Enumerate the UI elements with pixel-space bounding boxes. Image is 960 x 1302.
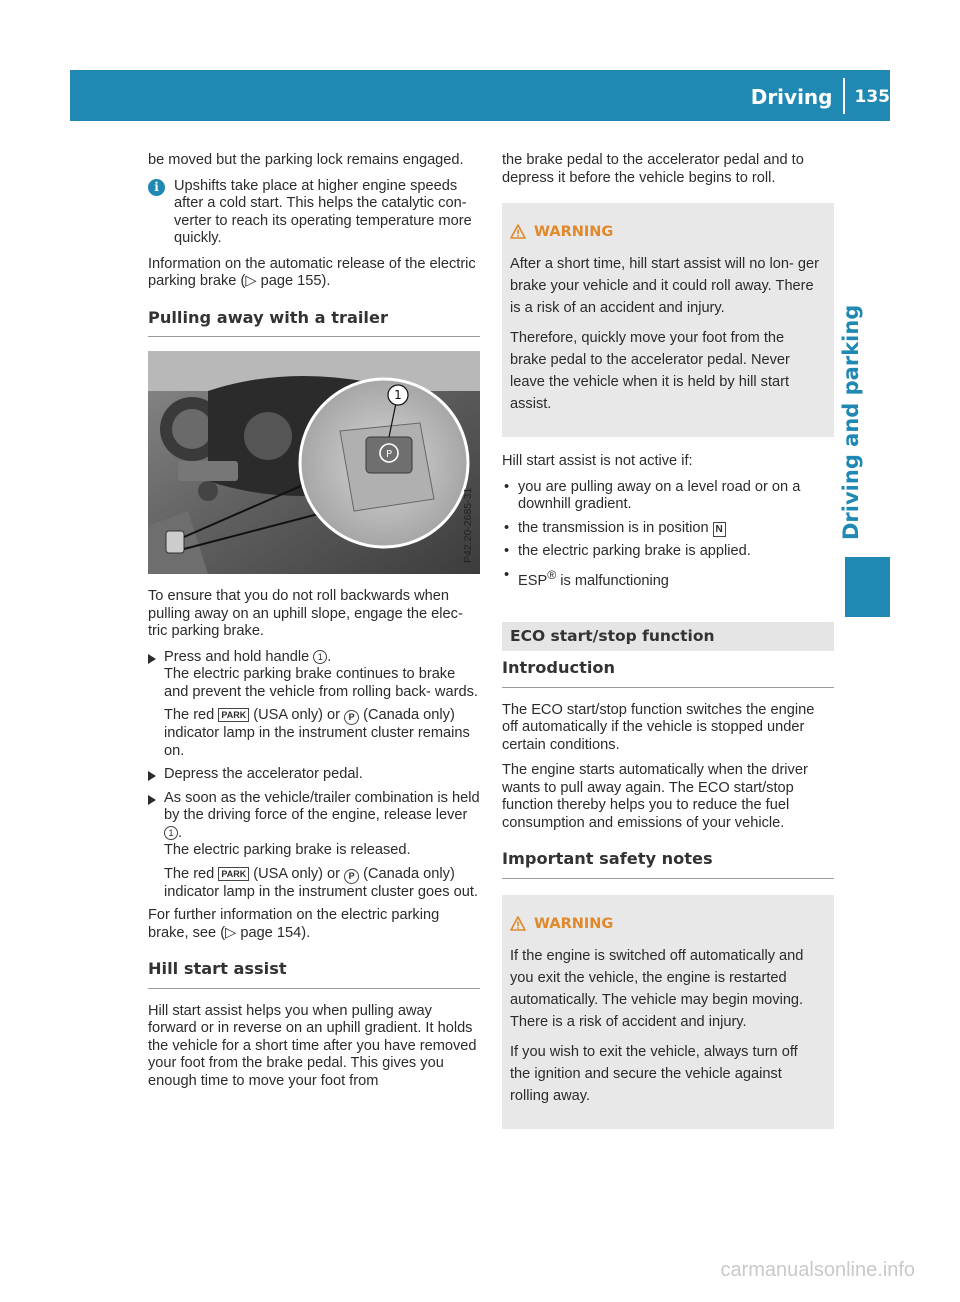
callout-1-icon: 1 (164, 826, 178, 840)
callout-1-icon: 1 (313, 650, 327, 664)
svg-text:P: P (385, 449, 393, 460)
warning-triangle-icon (510, 224, 526, 240)
text: Press and hold handle (164, 648, 314, 665)
warning-text: After a short time, hill start assist will no lon- ger brake your vehicle and it could roll away. There is a risk of an accident and injury. (510, 256, 820, 316)
paragraph: The engine starts automatically when the driver wants to pull away again. The ECO start/stop function thereby helps you to reduce the fuel consumption and emissions of your vehicle. (502, 762, 808, 831)
list-item (502, 567, 834, 590)
warning-text: If the engine is switched off automatically and you exit the vehicle, the engine is restarted automatically. The vehicle may begin moving. There is a risk of accident and injury. (510, 947, 804, 1030)
section-title: Driving (750, 85, 833, 110)
park-lamp-icon: PARK (218, 867, 249, 881)
list-item (502, 543, 834, 561)
step-arrow-icon (148, 771, 156, 781)
text: . (327, 648, 332, 665)
gear-n-icon: N (713, 522, 726, 537)
section-bar-eco: ECO start/stop function (502, 622, 834, 652)
text: you are pulling away on a level road or on a downhill gradient. (518, 478, 801, 512)
text: Depress the accelerator pedal. (164, 766, 363, 782)
warning-box (502, 203, 834, 437)
text: The red (164, 865, 219, 882)
warning-heading (510, 221, 820, 243)
step-arrow-icon (148, 654, 156, 664)
text: ® (547, 567, 557, 582)
info-note (148, 178, 480, 248)
warning-label: WARNING (534, 224, 614, 240)
running-header (751, 86, 890, 110)
text: . (178, 824, 183, 841)
paragraph: The ECO start/stop function switches the engine off automatically if the vehicle is stopped under certain conditions. (502, 701, 815, 753)
warning-triangle-icon (510, 916, 526, 932)
paragraph: Hill start assist is not active if: (502, 453, 693, 469)
paragraph: be moved but the parking lock remains engaged. (148, 152, 464, 168)
text: is malfunctioning (556, 572, 669, 589)
left-column (148, 152, 480, 1098)
parking-brake-lamp-icon: P (344, 710, 359, 725)
figure-label: P42.20-2685-31 (462, 487, 474, 563)
paragraph: For further information on the electric parking brake, see (▷ page 154). (148, 907, 440, 941)
bullet-icon: • (504, 566, 510, 583)
step (148, 649, 480, 702)
warning-label: WARNING (534, 915, 614, 932)
step-arrow-icon (148, 795, 156, 805)
paragraph: the brake pedal to the accelerator pedal and to depress it before the vehicle begins to roll. (502, 152, 804, 186)
text: (Canada only) indicator lamp in the instrument cluster remains on. (164, 707, 470, 759)
figure-callout: 1 (394, 388, 402, 402)
text: the transmission is in position (518, 519, 713, 536)
info-text: Upshifts take place at higher engine speeds after a cold start. This helps the catalytic con- verter to reach its operating temperature more quickly. (174, 177, 472, 246)
text: The electric parking brake is released. (164, 842, 411, 858)
text: (USA only) or (249, 707, 345, 723)
indicator-note (148, 707, 480, 760)
warning-text: If you wish to exit the vehicle, always turn off the ignition and secure the vehicle against rolling away. (510, 1043, 798, 1104)
list-item (502, 520, 834, 538)
warning-box (502, 895, 834, 1129)
parking-brake-figure (148, 351, 480, 574)
bullet-icon: • (504, 519, 510, 536)
indicator-note (148, 866, 480, 902)
text: the electric parking brake is applied. (518, 543, 751, 559)
text: Information on the automatic release of the electric parking brake (▷ page 155). (148, 255, 476, 289)
right-column (502, 152, 834, 1145)
text: ESP (518, 572, 548, 589)
step (148, 766, 480, 784)
info-icon: i (148, 179, 165, 196)
warning-text: Therefore, quickly move your foot from the brake pedal to the accelerator pedal. Never leave the vehicle when it is held by hill start assist. (510, 330, 790, 412)
heading-introduction: Introduction (502, 659, 834, 688)
text: The electric parking brake continues to brake and prevent the vehicle from rolling back- wards. (164, 666, 478, 700)
paragraph (148, 256, 480, 291)
heading-pulling-away-trailer: Pulling away with a trailer (148, 309, 480, 338)
warning-heading (510, 913, 820, 935)
paragraph: To ensure that you do not roll backwards when pulling away on an uphill slope, engage the elec- tric parking brake. (148, 588, 463, 639)
parking-brake-lamp-icon: P (344, 869, 359, 884)
bullet-icon: • (504, 543, 510, 559)
step (148, 790, 480, 860)
watermark-url: carmanualsonline.info (720, 1259, 915, 1281)
list-item (502, 479, 834, 514)
park-lamp-icon: PARK (218, 708, 249, 722)
page-number: 135 (854, 87, 890, 108)
paragraph: Hill start assist helps you when pulling away forward or in reverse on an uphill gradient. It holds the vehicle for a short time after you have removed your foot from the brake pedal. This gives you enough time to move your foot from (148, 1002, 477, 1089)
text: (USA only) or (249, 865, 345, 882)
chapter-tab-marker (845, 557, 890, 617)
bullet-icon: • (504, 478, 510, 495)
text: The red (164, 707, 219, 723)
heading-hill-start-assist: Hill start assist (148, 960, 480, 989)
chapter-tab-label: Driving and parking (839, 304, 863, 540)
text: As soon as the vehicle/trailer combination is held by the driving force of the engine, release lever (164, 789, 480, 823)
text: (Canada only) indicator lamp in the instrument cluster goes out. (164, 865, 478, 900)
heading-safety-notes: Important safety notes (502, 850, 834, 879)
